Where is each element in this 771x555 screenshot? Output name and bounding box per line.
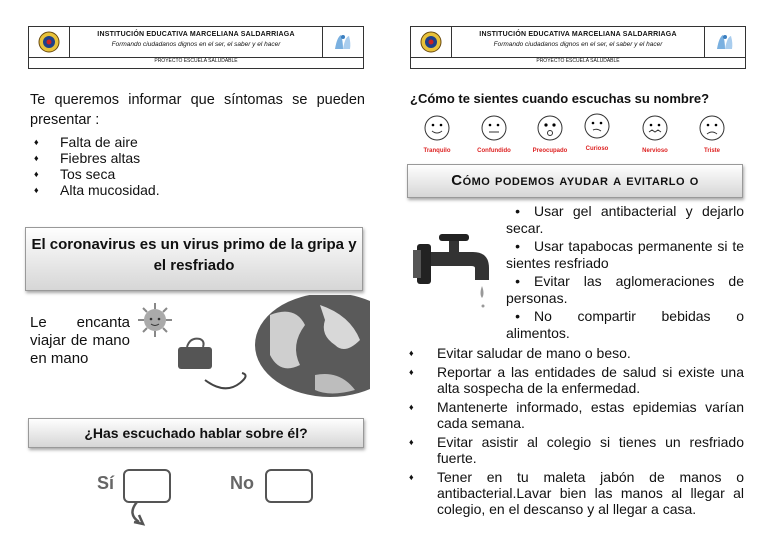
face-curious: Curioso — [570, 113, 624, 152]
list-item: ♦ Alta mucosidad. — [34, 182, 160, 198]
virus-travel-illustration — [130, 295, 370, 400]
school-motto: Formando ciudadanos dignos en el ser, el saber y el hacer — [111, 41, 281, 48]
school-motto: Formando ciudadanos dignos en el ser, el saber y el hacer — [493, 41, 663, 48]
heard-about-banner: ¿Has escuchado hablar sobre él? — [28, 418, 364, 448]
inner-tips-list — [506, 203, 744, 342]
school-crest-icon — [411, 27, 452, 57]
nervous-face-icon — [641, 115, 669, 141]
bullet-icon: • — [515, 203, 520, 219]
symptoms-list — [28, 134, 328, 198]
list-item: ♦ Mantenerte informado, estas epidemias varían cada semana. — [409, 399, 744, 431]
list-item: • Usar gel antibacterial y dejarlo secar. — [506, 203, 744, 236]
face-sad: Triste — [685, 115, 739, 154]
symptoms-intro: Te queremos informar que síntomas se pueden presentar : — [30, 92, 365, 128]
how-to-help-banner: Cómo podemos ayudar a evitarlo o — [407, 164, 743, 198]
curious-face-icon — [583, 113, 611, 139]
bullet-icon: ♦ — [34, 137, 39, 147]
bullet-icon: • — [515, 273, 520, 289]
bullet-icon: ♦ — [34, 169, 39, 179]
bullet-icon: ♦ — [409, 437, 414, 447]
yes-checkbox[interactable] — [123, 469, 171, 503]
suitcase-icon — [178, 339, 246, 389]
list-item: ♦ Falta de aire — [34, 134, 138, 150]
bullet-icon: ♦ — [34, 185, 39, 195]
list-item: • No compartir bebidas o alimentos. — [506, 308, 744, 341]
list-item: • Usar tapabocas permanente si te sientes resfriado — [506, 238, 744, 271]
right-header — [410, 26, 746, 69]
bullet-icon: ♦ — [34, 153, 39, 163]
hands-logo-icon — [704, 27, 745, 57]
bullet-icon: • — [515, 308, 520, 324]
globe-icon — [255, 295, 370, 397]
project-name: PROYECTO ESCUELA SALUDABLE — [154, 58, 238, 64]
list-item: • Evitar las aglomeraciones de personas. — [506, 273, 744, 306]
list-item: ♦ Tener en tu maleta jabón de manos o antibacterial.Lavar bien las manos al llegar al colegio, en el descanso y al llegar a casa. — [409, 469, 744, 517]
list-item: ♦ Evitar saludar de mano o beso. — [409, 345, 631, 361]
hands-logo-icon — [322, 27, 363, 57]
virus-icon — [138, 303, 172, 337]
face-calm: Tranquilo — [410, 115, 464, 154]
arrow-down-icon — [125, 500, 155, 528]
confused-face-icon — [480, 115, 508, 141]
faucet-icon — [413, 222, 503, 312]
face-confused: Confundido — [467, 115, 521, 154]
list-item: ♦ Fiebres altas — [34, 150, 141, 166]
worried-face-icon — [536, 115, 564, 141]
school-name: INSTITUCIÓN EDUCATIVA MARCELIANA SALDARRIAGA — [97, 31, 295, 38]
sad-face-icon — [698, 115, 726, 141]
bullet-icon: ♦ — [409, 472, 414, 482]
bullet-icon: ♦ — [409, 402, 414, 412]
face-worried: Preocupado — [523, 115, 577, 154]
left-header — [28, 26, 364, 69]
yes-label: Sí — [97, 473, 115, 493]
list-item: ♦ Tos seca — [34, 166, 116, 182]
list-item: ♦ Reportar a las entidades de salud si existe una alta sospecha de la enfermedad. — [409, 364, 744, 396]
bullet-icon: ♦ — [409, 348, 414, 358]
face-nervous: Nervioso — [628, 115, 682, 154]
bullet-icon: • — [515, 238, 520, 254]
coronavirus-banner: El coronavirus es un virus primo de la gripa y el resfriado — [25, 227, 363, 291]
school-crest-icon — [29, 27, 70, 57]
feelings-question: ¿Cómo te sientes cuando escuchas su nombre? — [410, 91, 710, 106]
no-checkbox[interactable] — [265, 469, 313, 503]
bullet-icon: ♦ — [409, 367, 414, 377]
calm-face-icon — [423, 115, 451, 141]
travel-text: Le encanta viajar de mano en mano — [30, 314, 130, 367]
project-name: PROYECTO ESCUELA SALUDABLE — [536, 58, 620, 64]
list-item: ♦ Evitar asistir al colegio si tienes un resfriado fuerte. — [409, 434, 744, 466]
tips-list — [409, 345, 744, 520]
school-name: INSTITUCIÓN EDUCATIVA MARCELIANA SALDARRIAGA — [479, 31, 677, 38]
no-label: No — [230, 473, 254, 493]
